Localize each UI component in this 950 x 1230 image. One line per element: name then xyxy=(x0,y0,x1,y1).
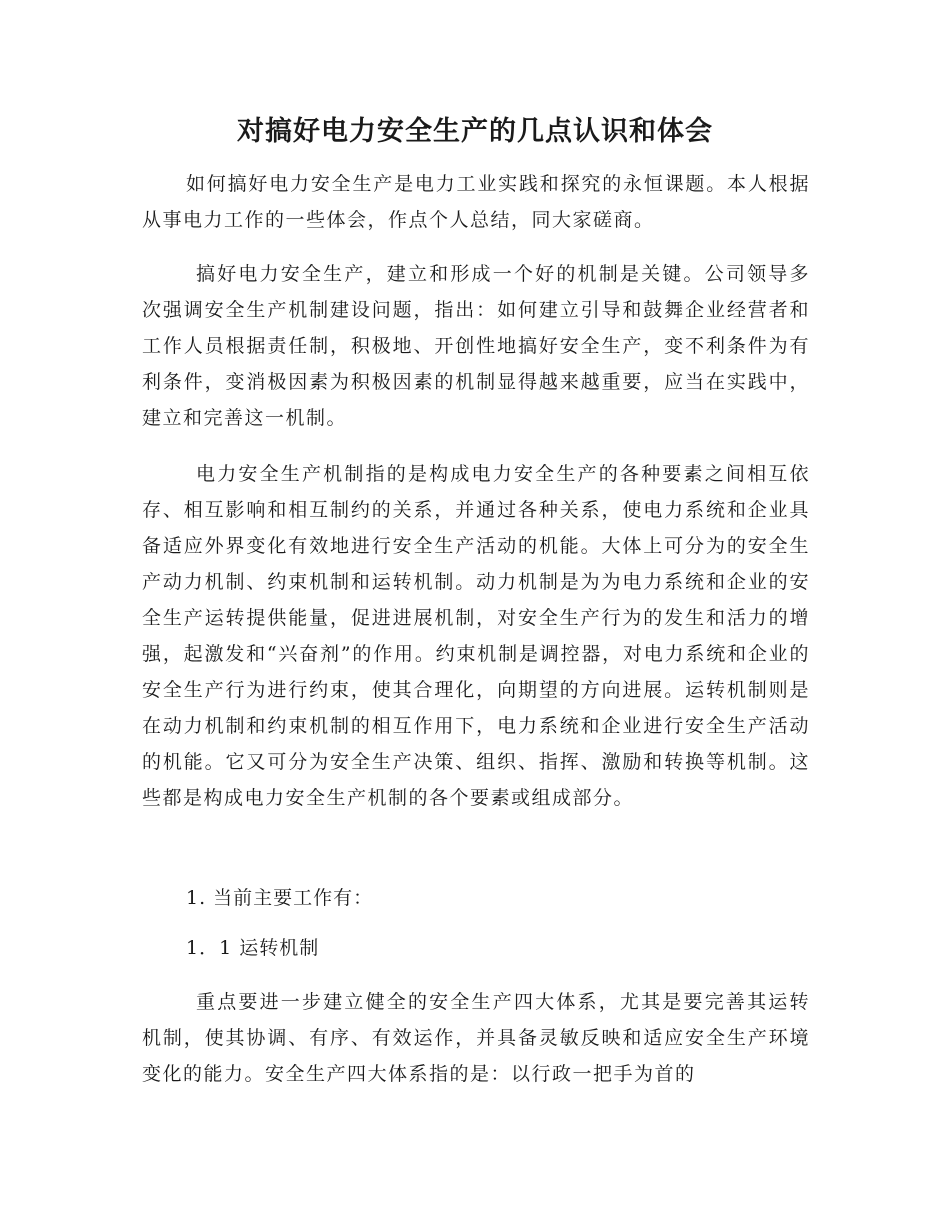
intro-paragraph: 如何搞好电力安全生产是电力工业实践和探究的永恒课题。本人根据从事电力工作的一些体会，作点个人总结，同大家磋商。 xyxy=(142,173,810,231)
subsection-heading: 1．1 运转机制 xyxy=(186,937,320,959)
document-title: 对搞好电力安全生产的几点认识和体会 xyxy=(237,116,713,147)
body-paragraph-operation: 重点要进一步建立健全的安全生产四大体系，尤其是要完善其运转机制，使其协调、有序、有效运作，并具备灵敏反映和适应安全生产环境变化的能力。安全生产四大体系指的是：以行政一把手为首的 xyxy=(142,991,810,1085)
section-heading: 1. 当前主要工作有： xyxy=(186,887,374,909)
body-paragraph-definition: 电力安全生产机制指的是构成电力安全生产的各种要素之间相互依存、相互影响和相互制约的关系，并通过各种关系，使电力系统和企业具备适应外界变化有效地进行安全生产活动的机能。大体上可分为的安全生产动力机制、约束机制和运转机制。动力机制是为为电力系统和企业的安全生产运转提供能量，促进进展机制，对安全生产行为的发生和活力的增强，起激发和“兴奋剂”的作用。约束机制是调控器，对电力系统和企业的安全生产行为进行约束，使其合理化，向期望的方向进展。运转机制则是在动力机制和约束机制的相互作用下，电力系统和企业进行安全生产活动的机能。它又可分为安全生产决策、组织、指挥、激励和转换等机制。这些都是构成电力安全生产机制的各个要素或组成部分。 xyxy=(142,463,810,809)
body-paragraph-mechanism: 搞好电力安全生产，建立和形成一个好的机制是关键。公司领导多次强调安全生产机制建设问题，指出：如何建立引导和鼓舞企业经营者和工作人员根据责任制，积极地、开创性地搞好安全生产，变不利条件为有利条件，变消极因素为积极因素的机制显得越来越重要，应当在实践中，建立和完善这一机制。 xyxy=(142,263,810,429)
